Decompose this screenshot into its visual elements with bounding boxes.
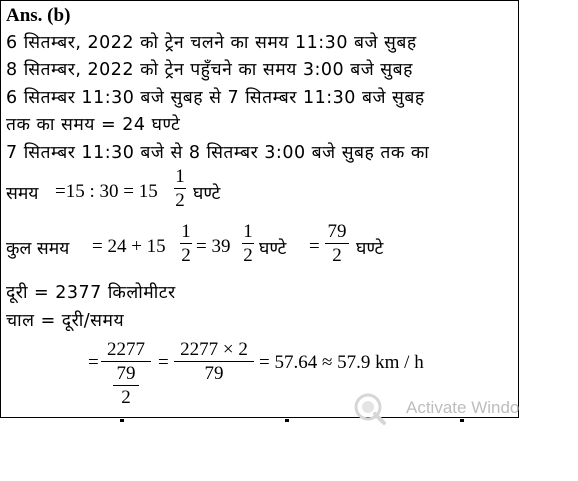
fraction-denominator: 2: [181, 245, 191, 266]
fraction-numerator: 1: [175, 166, 185, 187]
total-label: कुल समय: [6, 239, 70, 259]
text-line-3: 6 सितम्बर 11:30 बजे सुबह से 7 सितम्बर 11:30 बजे सुबह: [6, 88, 425, 108]
fraction-bar: [325, 243, 349, 244]
total-fraction-1: [180, 222, 192, 265]
time-label: समय: [6, 184, 39, 204]
fraction-numerator: 2277 × 2: [180, 339, 248, 360]
text-line-4: तक का समय = 24 घण्टे: [6, 115, 181, 135]
total-expression-2: = 39: [196, 236, 231, 257]
nested-fraction-bar: [113, 385, 139, 386]
fraction-denominator: 2: [332, 245, 342, 266]
speed-eq-sign-2: =: [158, 352, 169, 373]
total-unit-2: घण्टे: [356, 239, 384, 259]
fraction-numerator: 2277: [107, 339, 145, 360]
fraction-bar: [180, 243, 192, 244]
fraction-denominator: 2: [243, 245, 253, 266]
speed-fraction-2: [174, 340, 254, 383]
text-line-1: 6 सितम्बर, 2022 को ट्रेन चलने का समय 11:30 बजे सुबह: [6, 33, 417, 53]
total-expression-1: = 24 + 15: [92, 236, 166, 257]
answer-label: Ans. (b): [6, 5, 71, 26]
speed-eq-sign-1: =: [88, 352, 99, 373]
fraction-bar: [242, 243, 254, 244]
nested-numerator: 79: [116, 363, 136, 384]
time-fraction: [174, 167, 186, 210]
fraction-denominator: 2: [175, 190, 185, 211]
windows-activation-icon: [353, 392, 387, 426]
total-fraction-3: [325, 222, 349, 265]
nested-denominator: 2: [121, 387, 131, 408]
text-line-5: 7 सितम्बर 11:30 बजे से 8 सितम्बर 3:00 बजे सुबह तक का: [6, 143, 430, 163]
text-line-2: 8 सितम्बर, 2022 को ट्रेन पहुँचने का समय 3:00 बजे सुबह: [6, 60, 413, 80]
fraction-bar: [174, 361, 254, 362]
speed-result: = 57.64 ≈ 57.9 km / h: [259, 352, 424, 373]
fraction-numerator: 79: [327, 221, 347, 242]
speed-fraction-1: [101, 340, 151, 407]
total-expression-3: =: [309, 236, 320, 257]
total-unit-1: घण्टे: [259, 239, 287, 259]
fraction-numerator: 1: [243, 221, 253, 242]
fraction-bar: [174, 188, 186, 189]
activate-windows-watermark: Activate Windo: [406, 398, 520, 417]
fraction-bar: [101, 361, 151, 362]
time-unit: घण्टे: [193, 184, 221, 204]
total-fraction-2: [242, 222, 254, 265]
fraction-numerator: 1: [181, 221, 191, 242]
nested-fraction: [113, 364, 139, 407]
fraction-denominator: 79: [204, 363, 224, 384]
time-expression: =15 : 30 = 15: [55, 181, 158, 202]
speed-line: चाल = दूरी/समय: [6, 311, 125, 331]
distance-line: दूरी = 2377 किलोमीटर: [6, 283, 176, 303]
